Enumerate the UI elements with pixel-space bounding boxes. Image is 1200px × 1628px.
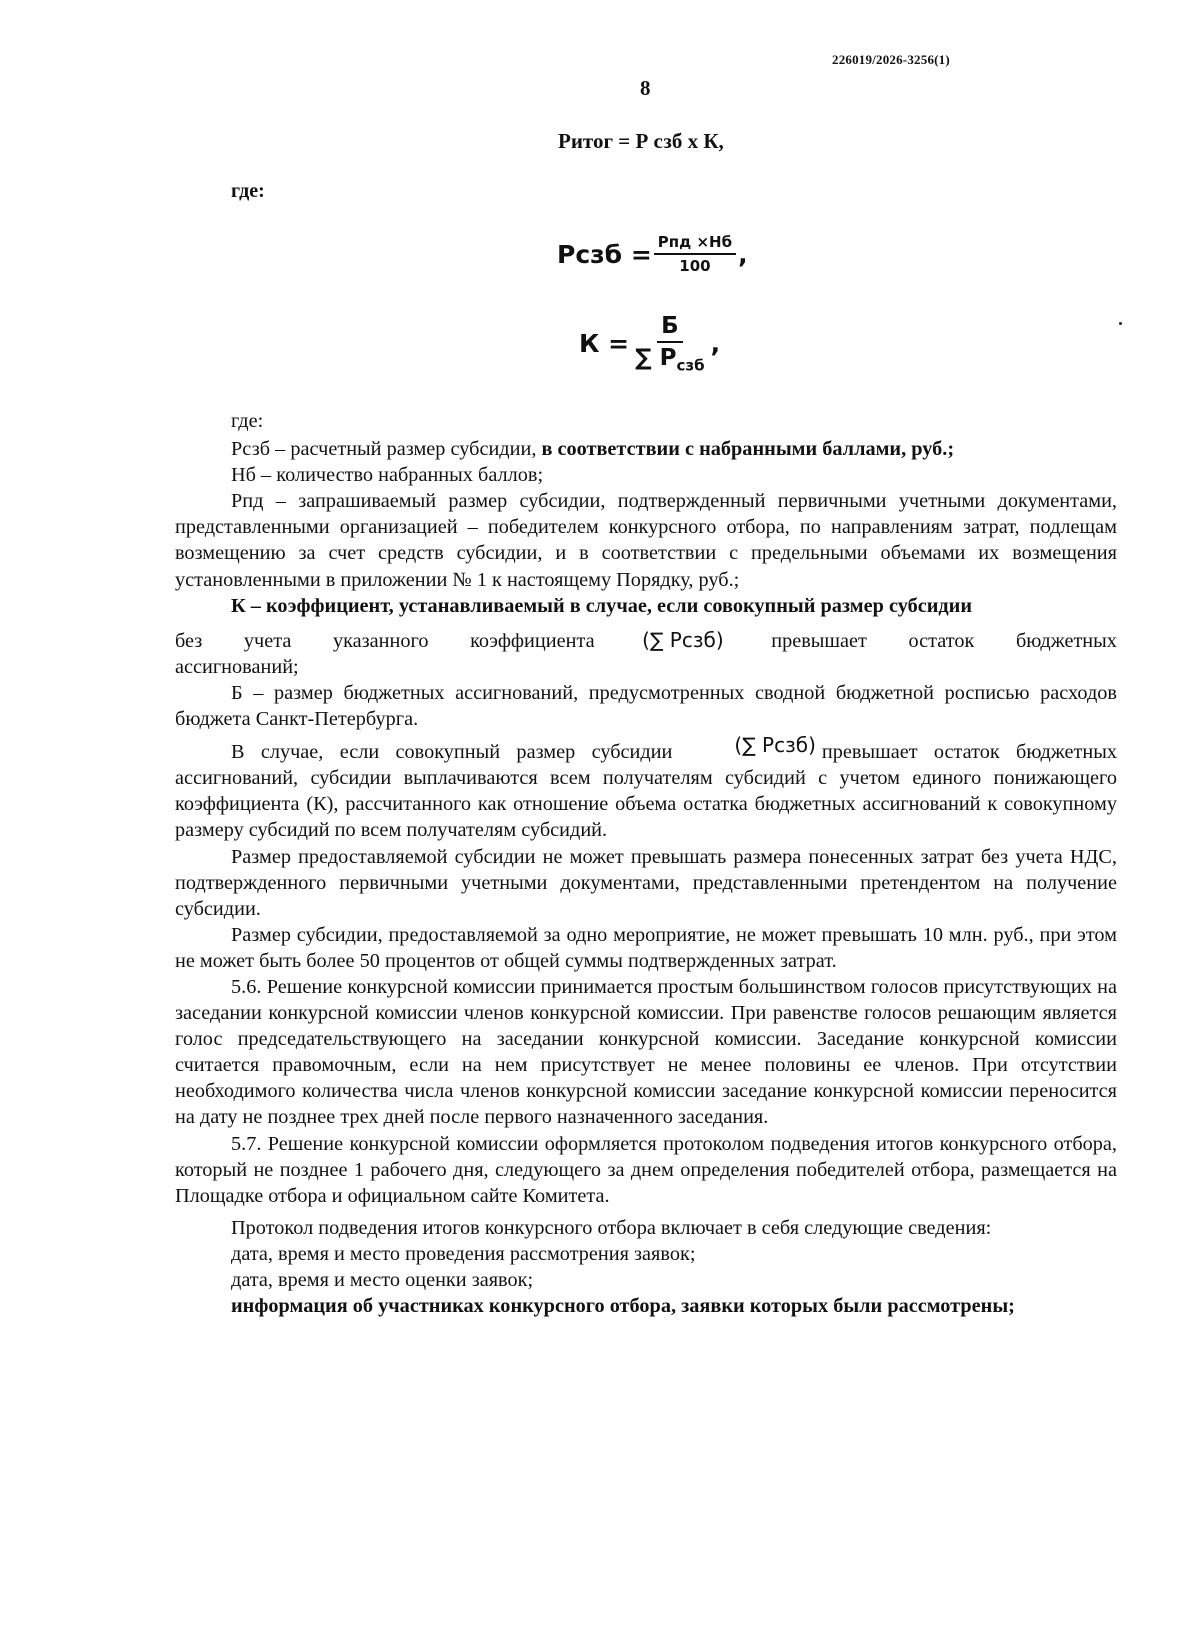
formula-k-tail: , (710, 329, 721, 359)
sum-rszb-symbol: (∑ Рсзб) (642, 627, 724, 652)
def-k-line1: К – коэффициент, устанавливаемый в случае, если совокупный размер субсидии (231, 594, 973, 617)
def-rpd: Рпд – запрашиваемый размер субсидии, подтвержденный первичными учетными документами, представленными организацией – победителем конкурсного отбора, по направлениям затрат, подлещам возмещению за счет средств субсидии, и в соответствии с предельными объемами их возмещения установленными в приложении № 1 к настоящему Порядку, руб.; (175, 490, 1117, 591)
formula-rszb-numerator: Рпд ×Нб (654, 233, 736, 255)
formula-total: Ритог = Р сзб х К, (558, 129, 724, 153)
document-id: 226019/2026-3256(1) (832, 52, 950, 67)
list-item-1: дата, время и место проведения рассмотрения заявок; (231, 1242, 696, 1265)
def-k-end: ассигнований; (175, 655, 299, 678)
list-item-2: дата, время и место оценки заявок; (231, 1269, 534, 1291)
def-nb: Нб – количество набранных баллов; (231, 464, 544, 487)
para-protocol: Протокол подведения итогов конкурсного отбора включает в себя следующие сведения: (231, 1216, 992, 1239)
sum-rszb-symbol-2: (∑ Рсзб) (734, 733, 816, 758)
formula-k-fraction (631, 313, 708, 375)
page-number: 8 (640, 76, 651, 100)
para-case: В случае, если совокупный размер субсидии (∑ Рсзб) превышает остаток бюджетных ассигнований, субсидии выплачиваются всем получателям субсидий с учетом единого понижающего коэффициента (К), рассчитанного как отношение объема остатка бюджетных ассигнований к совокупному размеру субсидий по всем получателям субсидий. (175, 733, 1118, 842)
def-k-line2: без учета указанного коэффициента (∑ Рсзб) превышает остаток бюджетных (175, 627, 1117, 652)
formula-k-denominator: ∑ $Р_{сзб}$ (635, 345, 705, 375)
formula-rszb-lhs: Рсзб = (557, 239, 652, 269)
para-size-event: Размер субсидии, предоставляемой за одно мероприятие, не может превышать 10 млн. руб., при этом не может быть более 50 процентов от общей суммы подтвержденных затрат. (175, 923, 1117, 972)
formula-rszb-fraction (654, 233, 736, 275)
para-size-limit: Размер предоставляемой субсидии не может превышать размера понесенных затрат без учета НДС, подтвержденного первичными учетными документами, представленными претендентом на получение субсидии. (175, 845, 1117, 920)
formula-rszb-denominator: 100 (679, 257, 711, 275)
formula-k-numerator: Б (657, 313, 683, 343)
def-b: Б – размер бюджетных ассигнований, предусмотренных сводной бюджетной росписью расходов бюджета Санкт-Петербурга. (175, 681, 1117, 731)
formula-rszb (557, 233, 748, 275)
where-label-2: где: (231, 410, 264, 432)
where-label: где: (231, 180, 265, 202)
def-rszb: Рсзб – расчетный размер субсидии, в соответствии с набранными баллами, руб.; (231, 438, 955, 461)
para-5-6: 5.6. Решение конкурсной комиссии принимается простым большинством голосов присутствующих на заседании конкурсной комиссии членов конкурсной комиссии. При равенстве голосов решающим является голос председательствующего на заседании конкурсной комиссии. Заседание конкурсной комиссии считается правомочным, если на нем присутствует не менее половины ее членов. При отсутствии необходимого количества числа членов конкурсной комиссии заседание конкурсной комиссии переносится на дату не позднее трех дней после первого назначенного заседания. (175, 975, 1117, 1129)
scan-dot (1119, 322, 1122, 325)
list-item-3: информация об участниках конкурсного отбора, заявки которых были рассмотрены; (231, 1295, 1015, 1318)
para-5-7: 5.7. Решение конкурсной комиссии оформляется протоколом подведения итогов конкурсного отбора, который не позднее 1 рабочего дня, следующего за днем определения победителей отбора, размещается на Площадке отбора и официальном сайте Комитета. (175, 1132, 1117, 1207)
formula-k (579, 313, 720, 375)
formula-rszb-tail: , (738, 239, 748, 269)
document-body (175, 408, 1117, 1319)
formula-k-lhs: К = (579, 329, 630, 359)
